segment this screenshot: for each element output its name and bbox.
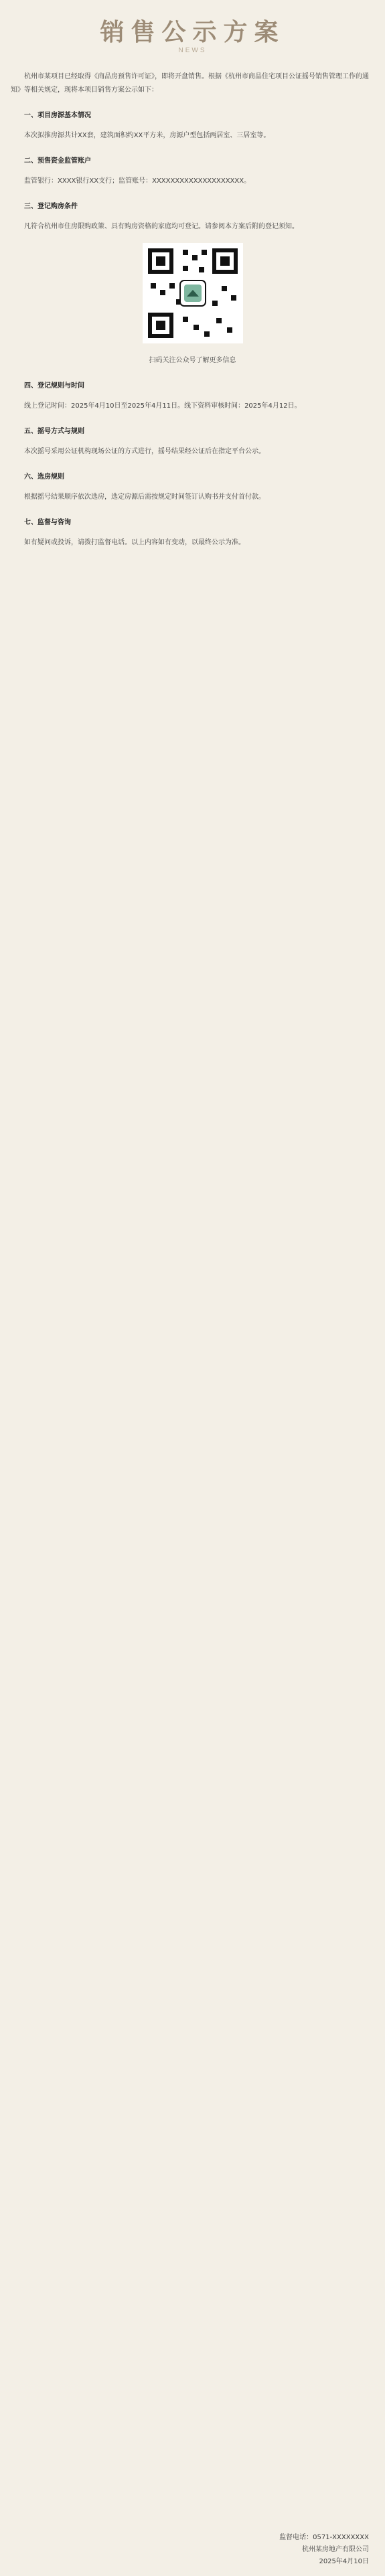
announcement-body xyxy=(9,70,376,550)
page-subtitle: NEWS xyxy=(178,47,207,54)
section-paragraph: 本次拟推房源共计XX套，建筑面积约XX平方米，房源户型包括两居室、三居室等。 xyxy=(24,132,271,139)
section-heading: 四、登记规则与时间 xyxy=(24,382,84,390)
section-heading: 一、项目房源基本情况 xyxy=(24,112,91,119)
hotline: 监督电话：0571-XXXXXXXX xyxy=(279,2534,369,2541)
page-header xyxy=(9,0,376,70)
announcement-date: 2025年4月10日 xyxy=(319,2558,369,2565)
page-title: 销售公示方案 xyxy=(100,18,285,46)
section-heading: 五、摇号方式与规则 xyxy=(24,428,84,435)
section-heading: 三、登记购房条件 xyxy=(24,203,78,210)
company-name: 杭州某房地产有限公司 xyxy=(302,2546,369,2553)
section-paragraph: 本次摇号采用公证机构现场公证的方式进行，摇号结果经公证后在指定平台公示。 xyxy=(24,448,265,455)
announcement-footer xyxy=(0,2532,385,2568)
qr-caption: 扫码关注公众号了解更多信息 xyxy=(149,357,236,364)
section-paragraph: 根据摇号结果顺序依次选房，选定房源后需按规定时间签订认购书并支付首付款。 xyxy=(24,493,265,501)
qr-code xyxy=(143,243,243,343)
section-heading: 七、监督与咨询 xyxy=(24,519,71,526)
section-heading: 二、预售资金监管账户 xyxy=(24,157,91,165)
section-paragraph: 线上登记时间：2025年4月10日至2025年4月11日。线下资料审核时间：2025年4月12日。 xyxy=(24,402,301,410)
section-paragraph: 凡符合杭州市住房限购政策、具有购房资格的家庭均可登记。请参阅本方案后附的登记须知。 xyxy=(24,223,299,230)
intro-paragraph: 杭州市某项目已经取得《商品房预售许可证》，即将开盘销售。根据《杭州市商品住宅项目公证摇号销售管理工作的通知》等相关规定，现将本项目销售方案公示如下： xyxy=(11,73,369,94)
section-paragraph: 监管银行：XXXX银行XX支行；监管账号：XXXXXXXXXXXXXXXXXXXX。 xyxy=(24,177,251,185)
section-heading: 六、选房规则 xyxy=(24,473,64,481)
section-paragraph: 如有疑问或投诉，请拨打监督电话。以上内容如有变动，以最终公示为准。 xyxy=(24,539,245,546)
